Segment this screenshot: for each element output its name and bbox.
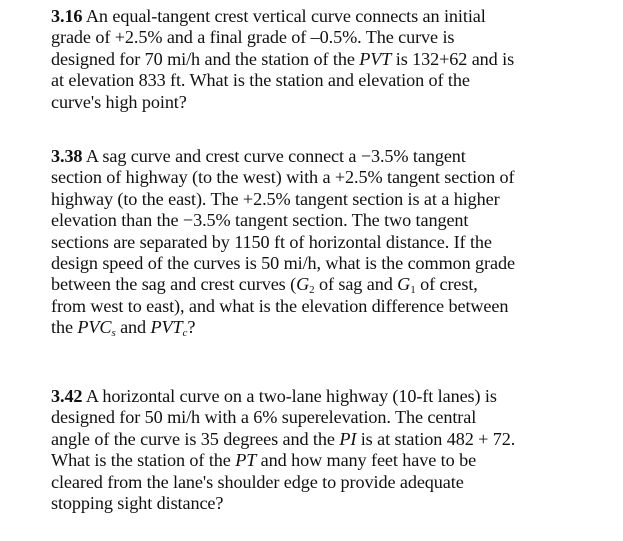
problem-3-42 <box>51 386 611 514</box>
text-span: from west to east), and what is the elevation difference between <box>51 295 509 316</box>
text-span: highway (to the east). The +2.5% tangent section is at a higher <box>51 188 500 209</box>
problem-3-38 <box>51 146 611 339</box>
grade-symbol: G <box>296 274 310 295</box>
text-span: What is the station of the <box>51 450 236 471</box>
text-span: elevation than the −3.5% tangent section. The two tangent <box>51 210 469 231</box>
problem-line <box>51 146 611 167</box>
problem-line <box>51 253 611 274</box>
text-span: at elevation 833 ft. What is the station and elevation of the <box>51 70 470 91</box>
problem-line <box>51 386 611 407</box>
problem-line <box>51 472 611 493</box>
text-span: is 132+62 and is <box>391 48 515 69</box>
pvc-term: PVC <box>77 317 112 338</box>
problem-line <box>51 317 611 338</box>
text-span: designed for 70 mi/h and the station of the <box>51 48 360 69</box>
text-span: and how many feet have to be <box>256 450 477 471</box>
text-span: stopping sight distance? <box>51 493 224 514</box>
problem-line <box>51 274 611 295</box>
text-span: designed for 50 mi/h with a 6% superelevation. The central <box>51 407 477 428</box>
text-span: A horizontal curve on a two-lane highway (10-ft lanes) is <box>85 386 497 406</box>
problem-line <box>51 27 611 48</box>
text-span: A sag curve and crest curve connect a −3.5% tangent <box>85 146 466 166</box>
problem-number: 3.42 <box>51 386 83 406</box>
problem-line <box>51 6 611 27</box>
problem-line <box>51 210 611 231</box>
problem-line <box>51 232 611 253</box>
text-span: cleared from the lane's shoulder edge to provide adequate <box>51 471 464 492</box>
pvt-term: PVT <box>359 48 392 69</box>
subscript: s <box>111 327 116 340</box>
text-span: sections are separated by 1150 ft of horizontal distance. If the <box>51 231 492 252</box>
problem-number: 3.16 <box>51 6 83 26</box>
problem-line <box>51 49 611 70</box>
text-span: between the sag and crest curves ( <box>51 274 297 295</box>
text-span: An equal-tangent crest vertical curve connects an initial <box>85 6 486 26</box>
pt-term: PT <box>235 450 257 471</box>
subscript: 2 <box>309 284 315 297</box>
problem-line <box>51 296 611 317</box>
problem-line <box>51 167 611 188</box>
text-span: of crest, <box>415 274 478 295</box>
problem-line <box>51 493 611 514</box>
problem-line <box>51 92 611 113</box>
text-span: is at station 482 + 72. <box>356 428 516 449</box>
subscript: 1 <box>410 284 416 297</box>
text-span: section of highway (to the west) with a +2.5% tangent section of <box>51 167 515 188</box>
subscript: c <box>182 327 188 340</box>
text-span: of sag and <box>314 274 398 295</box>
grade-symbol: G <box>397 274 411 295</box>
problem-line <box>51 450 611 471</box>
text-span: ? <box>187 317 196 338</box>
text-span: curve's high point? <box>51 91 187 112</box>
problem-3-16 <box>51 6 611 113</box>
text-span: design speed of the curves is 50 mi/h, what is the common grade <box>51 253 515 274</box>
text-span: angle of the curve is 35 degrees and the <box>51 428 340 449</box>
pvt-term: PVT <box>150 317 183 338</box>
text-span: grade of +2.5% and a final grade of –0.5%. The curve is <box>51 27 455 48</box>
problem-line <box>51 407 611 428</box>
text-span: the <box>51 317 78 338</box>
pi-term: PI <box>339 428 357 449</box>
problem-number: 3.38 <box>51 146 83 166</box>
problem-line <box>51 429 611 450</box>
problem-line <box>51 189 611 210</box>
problem-line <box>51 70 611 91</box>
text-span: and <box>115 317 151 338</box>
